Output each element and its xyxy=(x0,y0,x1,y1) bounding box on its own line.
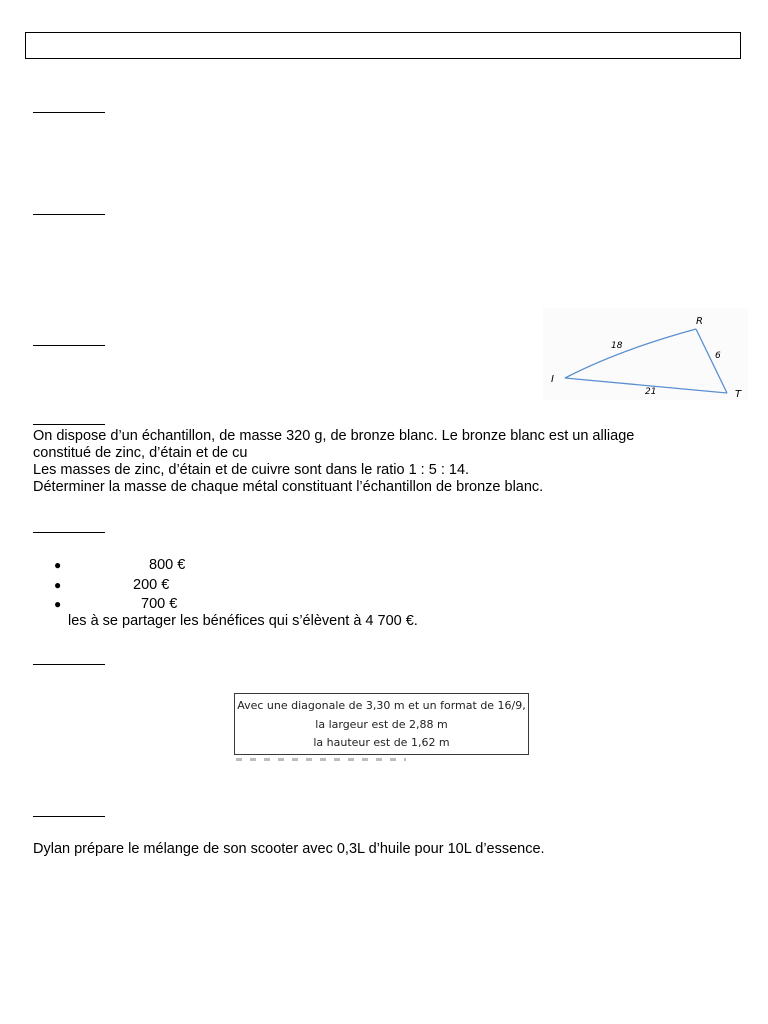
exercise-4-line-3: Les masses de zinc, d’étain et de cuivre sont dans le ratio 1 : 5 : 14. xyxy=(33,462,470,478)
exercise-4-text xyxy=(33,428,733,496)
exercise-7-underline xyxy=(33,816,105,817)
side-ir-label: 18 xyxy=(611,341,623,351)
screen-dimensions-box xyxy=(234,693,529,755)
bullet-amount: 800 € xyxy=(149,557,186,573)
title-box xyxy=(25,32,741,59)
triangle-figure xyxy=(543,308,748,404)
exercise-2-underline xyxy=(33,214,105,215)
exercise-4-line-4: Déterminer la masse de chaque métal constituant l’échantillon de bronze blanc. xyxy=(33,479,544,495)
list-item xyxy=(33,576,633,596)
triangle-diagram xyxy=(543,308,748,400)
exercise-4-line-1: On dispose d’un échantillon, de masse 320 g, de bronze blanc. Le bronze blanc est un alliage xyxy=(33,428,635,444)
cropped-text-remnant xyxy=(236,758,406,761)
vertex-r-label: R xyxy=(696,316,703,327)
side-rt-label: 6 xyxy=(715,351,721,361)
bullet-amount: 200 € xyxy=(133,576,170,593)
width-line: la largeur est de 2,88 m xyxy=(315,717,448,731)
vertex-t-label: T xyxy=(735,389,742,400)
bullet-icon: ● xyxy=(54,577,62,592)
associate-list xyxy=(33,556,633,615)
exercise-7-text: Dylan prépare le mélange de son scooter avec 0,3L d’huile pour 10L d’essence. xyxy=(33,841,545,857)
list-item xyxy=(33,595,633,615)
exercise-3-underline xyxy=(33,345,105,346)
exercise-5-underline xyxy=(33,532,105,533)
diagonal-line: Avec une diagonale de 3,30 m et un format de 16/9, xyxy=(237,699,526,712)
bullet-amount: 700 € xyxy=(141,596,178,612)
exercise-1-underline xyxy=(33,112,105,113)
side-it-label: 21 xyxy=(645,387,657,397)
vertex-i-label: I xyxy=(551,374,554,385)
exercise-6-underline xyxy=(33,664,105,665)
bullet-icon: ● xyxy=(54,558,62,572)
partage-text: les à se partager les bénéfices qui s’élèvent à 4 700 €. xyxy=(68,613,418,629)
bullet-icon: ● xyxy=(54,597,62,611)
exercise-4-line-2: constitué de zinc, d’étain et de cu xyxy=(33,445,248,461)
height-line: la hauteur est de 1,62 m xyxy=(313,736,450,749)
exercise-4-underline xyxy=(33,424,105,425)
list-item xyxy=(33,556,633,576)
